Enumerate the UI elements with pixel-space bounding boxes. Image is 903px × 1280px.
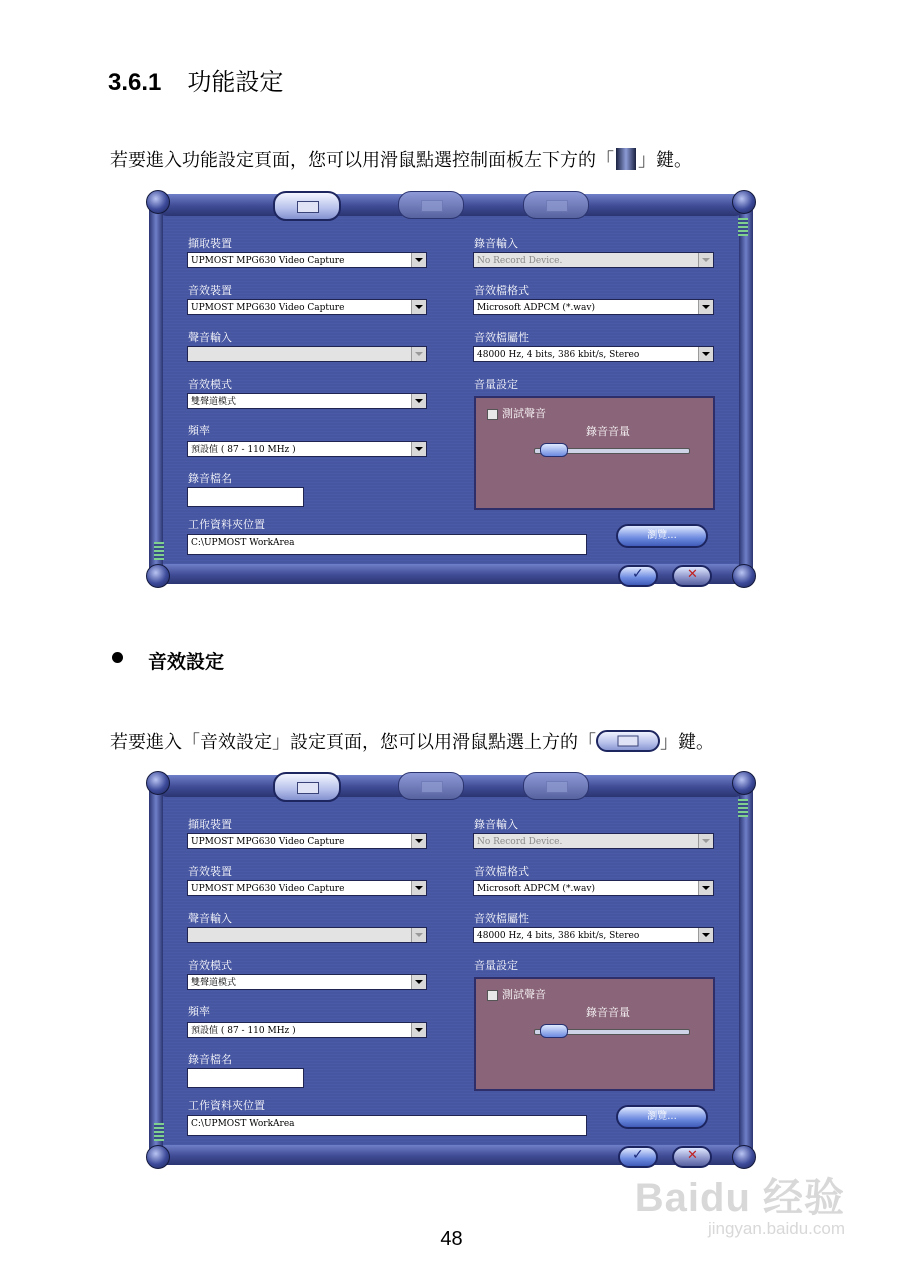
volume-panel (474, 977, 715, 1091)
other-settings-icon (546, 200, 568, 212)
record-input-value: No Record Device. (477, 256, 563, 266)
audio-format-select[interactable] (473, 880, 714, 896)
record-filename-label: 錄音檔名 (188, 1053, 232, 1066)
capture-device-value: UPMOST MPG630 Video Capture (191, 837, 345, 847)
bullet-title: 音效設定 (148, 651, 225, 673)
chevron-down-icon[interactable] (411, 394, 426, 408)
audio-mode-select[interactable] (187, 393, 427, 409)
record-input-value: No Record Device. (477, 837, 563, 847)
other-settings-icon (546, 781, 568, 793)
chevron-down-icon[interactable] (411, 1023, 426, 1037)
work-folder-input[interactable]: C:\UPMOST WorkArea (187, 1115, 587, 1136)
audio-attr-label: 音效檔屬性 (474, 331, 529, 344)
capture-device-select[interactable] (187, 252, 427, 268)
test-sound-checkbox[interactable] (487, 409, 498, 420)
sound-input-label: 聲音輸入 (188, 912, 232, 925)
audio-attr-value: 48000 Hz, 4 bits, 386 kbit/s, Stereo (477, 931, 640, 941)
corner-knob (732, 564, 756, 588)
record-filename-input[interactable] (187, 487, 304, 507)
sound-input-select[interactable] (187, 346, 427, 362)
page-number: 48 (440, 1228, 463, 1250)
audio-mode-select[interactable] (187, 974, 427, 990)
audio-text: 若要進入「音效設定」設定頁面，您可以用滑鼠點選上方的「 (110, 732, 596, 753)
chevron-down-icon[interactable] (698, 300, 713, 314)
audio-attr-select[interactable] (473, 927, 714, 943)
intro-paragraph (110, 146, 692, 175)
bullet-dot (112, 652, 123, 663)
settings-dialog (146, 190, 756, 588)
audio-text-end: 」鍵。 (660, 732, 714, 753)
audio-settings-icon (297, 782, 319, 794)
volume-settings-label: 音量設定 (474, 959, 518, 972)
side-grip[interactable] (154, 542, 164, 560)
record-volume-label: 錄音音量 (586, 1006, 630, 1019)
audio-format-label: 音效檔格式 (474, 865, 529, 878)
audio-device-value: UPMOST MPG630 Video Capture (191, 884, 345, 894)
audio-device-label: 音效裝置 (188, 865, 232, 878)
frequency-select[interactable] (187, 1022, 427, 1038)
capture-device-value: UPMOST MPG630 Video Capture (191, 256, 345, 266)
frame-right (739, 785, 753, 1155)
tab-video-settings[interactable] (398, 772, 464, 800)
work-folder-label: 工作資料夾位置 (188, 518, 265, 531)
corner-knob (146, 1145, 170, 1169)
chevron-down-icon[interactable] (411, 442, 426, 456)
record-filename-label: 錄音檔名 (188, 472, 232, 485)
browse-label: 瀏覽... (647, 530, 677, 541)
work-folder-input[interactable]: C:\UPMOST WorkArea (187, 534, 587, 555)
chevron-down-icon[interactable] (411, 253, 426, 267)
intro-text-end: 」鍵。 (638, 150, 692, 171)
record-input-label: 錄音輸入 (474, 237, 518, 250)
chevron-down-icon[interactable] (411, 347, 426, 361)
tab-other-settings[interactable] (523, 191, 589, 219)
audio-mode-value: 雙聲道模式 (191, 397, 237, 407)
chevron-down-icon[interactable] (411, 834, 426, 848)
section-heading (108, 62, 283, 97)
capture-device-label: 擷取裝置 (188, 818, 232, 831)
tab-audio-settings[interactable] (273, 772, 341, 802)
chevron-down-icon[interactable] (411, 928, 426, 942)
chevron-down-icon[interactable] (411, 300, 426, 314)
corner-knob (146, 771, 170, 795)
video-settings-icon (421, 781, 443, 793)
volume-panel (474, 396, 715, 510)
frame-left (149, 204, 163, 574)
browse-button[interactable] (616, 524, 708, 548)
tab-video-settings[interactable] (398, 191, 464, 219)
audio-settings-dialog (146, 771, 756, 1169)
record-input-label: 錄音輸入 (474, 818, 518, 831)
test-sound-label: 測試聲音 (502, 407, 546, 420)
cancel-button[interactable] (672, 1146, 712, 1168)
frame-left (149, 785, 163, 1155)
chevron-down-icon[interactable] (698, 347, 713, 361)
record-volume-label: 錄音音量 (586, 425, 630, 438)
corner-knob (732, 771, 756, 795)
audio-device-select[interactable] (187, 299, 427, 315)
chevron-down-icon[interactable] (698, 928, 713, 942)
video-settings-icon (421, 200, 443, 212)
intro-text: 若要進入功能設定頁面，您可以用滑鼠點選控制面板左下方的「 (110, 150, 614, 171)
tab-other-settings[interactable] (523, 772, 589, 800)
capture-device-label: 擷取裝置 (188, 237, 232, 250)
audio-mode-label: 音效模式 (188, 959, 232, 972)
record-filename-input[interactable] (187, 1068, 304, 1088)
sound-input-label: 聲音輸入 (188, 331, 232, 344)
tab-audio-settings[interactable] (273, 191, 341, 221)
audio-format-select[interactable] (473, 299, 714, 315)
chevron-down-icon[interactable] (411, 881, 426, 895)
audio-settings-icon (297, 201, 319, 213)
capture-device-select[interactable] (187, 833, 427, 849)
cancel-button[interactable] (672, 565, 712, 587)
chevron-down-icon[interactable] (698, 881, 713, 895)
frequency-label: 頻率 (188, 1005, 210, 1018)
work-folder-label: 工作資料夾位置 (188, 1099, 265, 1112)
audio-format-value: Microsoft ADPCM (*.wav) (477, 884, 595, 894)
frequency-select[interactable] (187, 441, 427, 457)
sound-input-select[interactable] (187, 927, 427, 943)
audio-mode-label: 音效模式 (188, 378, 232, 391)
record-input-select[interactable] (473, 252, 714, 268)
side-grip[interactable] (738, 218, 748, 236)
volume-slider-thumb[interactable] (540, 443, 568, 457)
frequency-value: 預設值 ( 87 - 110 MHz ) (191, 445, 296, 455)
test-sound-checkbox[interactable] (487, 990, 498, 1001)
corner-knob (732, 190, 756, 214)
audio-device-label: 音效裝置 (188, 284, 232, 297)
browse-label: 瀏覽... (647, 1111, 677, 1122)
audio-device-value: UPMOST MPG630 Video Capture (191, 303, 345, 313)
watermark-url: jingyan.baidu.com (707, 1219, 845, 1238)
audio-paragraph (110, 728, 714, 757)
watermark-brand: Baidu 经验 (634, 1176, 845, 1220)
settings-button-icon (614, 148, 638, 175)
chevron-down-icon[interactable] (411, 975, 426, 989)
test-sound-label: 測試聲音 (502, 988, 546, 1001)
browse-button[interactable] (616, 1105, 708, 1129)
audio-format-label: 音效檔格式 (474, 284, 529, 297)
frame-right (739, 204, 753, 574)
corner-knob (146, 190, 170, 214)
ok-button[interactable] (618, 565, 658, 587)
chevron-down-icon[interactable] (698, 834, 713, 848)
ok-button[interactable] (618, 1146, 658, 1168)
audio-mode-value: 雙聲道模式 (191, 978, 237, 988)
frequency-value: 預設值 ( 87 - 110 MHz ) (191, 1026, 296, 1036)
audio-attr-value: 48000 Hz, 4 bits, 386 kbit/s, Stereo (477, 350, 640, 360)
record-input-select[interactable] (473, 833, 714, 849)
section-title: 功能設定 (187, 68, 284, 96)
section-number: 3.6.1 (108, 69, 162, 96)
chevron-down-icon[interactable] (698, 253, 713, 267)
side-grip[interactable] (738, 799, 748, 817)
audio-attr-label: 音效檔屬性 (474, 912, 529, 925)
side-grip[interactable] (154, 1123, 164, 1141)
volume-slider-thumb[interactable] (540, 1024, 568, 1038)
audio-format-value: Microsoft ADPCM (*.wav) (477, 303, 595, 313)
frequency-label: 頻率 (188, 424, 210, 437)
corner-knob (146, 564, 170, 588)
volume-settings-label: 音量設定 (474, 378, 518, 391)
audio-attr-select[interactable] (473, 346, 714, 362)
audio-device-select[interactable] (187, 880, 427, 896)
audio-tab-icon (596, 730, 660, 757)
